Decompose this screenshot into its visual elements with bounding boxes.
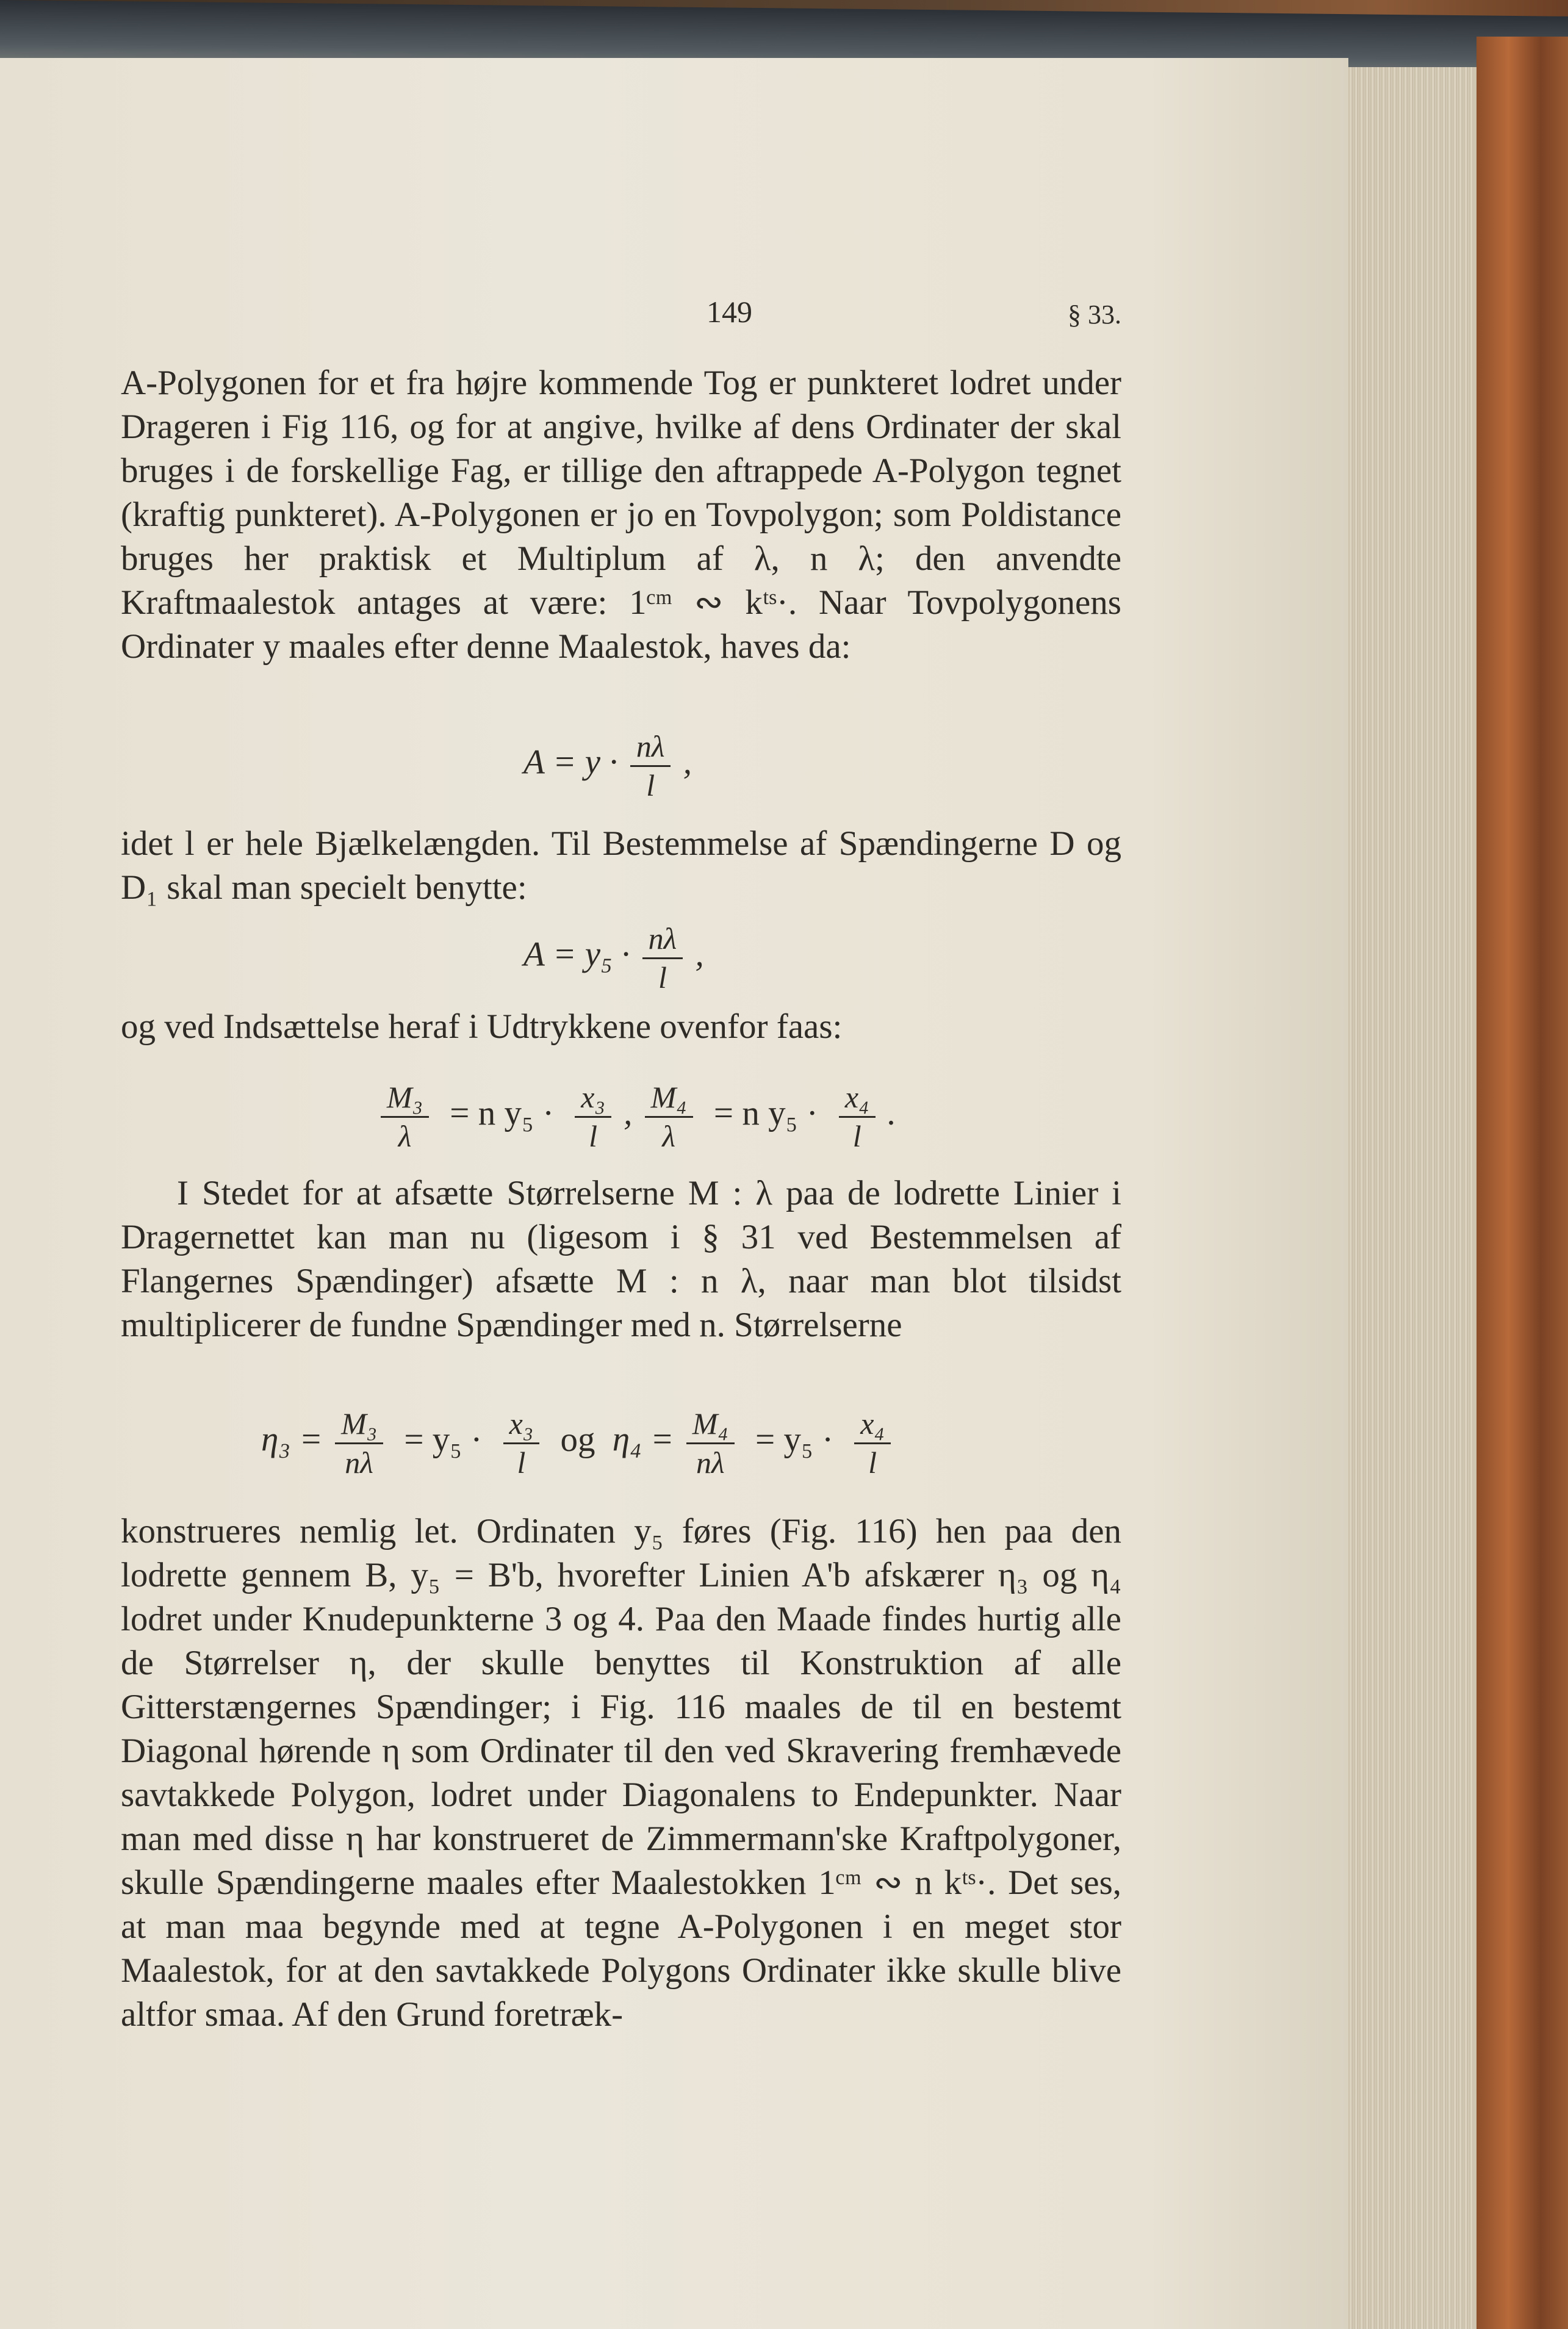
formula-4-operator: = y₅ · — [755, 1420, 834, 1459]
formula-2 — [523, 920, 704, 996]
page-edges — [1336, 67, 1476, 2329]
fraction-denominator: nλ — [696, 1445, 725, 1480]
formula-4 — [261, 1405, 894, 1481]
fraction-m4-nlambda — [686, 1405, 735, 1481]
formula-4-operator: = y₅ · — [404, 1420, 483, 1459]
fraction-x4-l — [854, 1405, 891, 1481]
fraction-x3-l — [575, 1078, 611, 1154]
fraction-numerator: nλ — [642, 920, 683, 959]
formula-1-fraction — [630, 727, 671, 804]
fraction-numerator: x₃ — [575, 1078, 611, 1118]
formula-3-tail: . — [887, 1093, 896, 1132]
fraction-m3-lambda — [381, 1078, 429, 1154]
fraction-numerator: x₃ — [503, 1405, 540, 1444]
fraction-denominator: l — [646, 768, 655, 802]
fraction-numerator: M₃ — [381, 1078, 429, 1118]
formula-2-lhs: A = y₅ · — [523, 935, 630, 974]
fraction-denominator: l — [517, 1445, 526, 1480]
fraction-denominator: l — [868, 1445, 877, 1480]
fraction-x4-l — [839, 1078, 876, 1154]
fraction-numerator: x₄ — [854, 1405, 891, 1444]
formula-3-operator: = n y₅ · — [450, 1093, 555, 1132]
section-marker: § 33. — [1068, 300, 1121, 329]
formula-1-tail: , — [683, 743, 692, 782]
formula-1-lhs: A = y · — [523, 743, 618, 782]
formula-4-eta3: η₃ = — [261, 1420, 323, 1459]
formula-1 — [523, 727, 692, 804]
paragraph-1: A-Polygonen for et fra højre kommende Tog er punkteret lodret under Drageren i Fig 116, og for at angive, hvilke af dens Ordinater der skal bruges i de forskellige Fag, er tillige den aftrappede A-Polygon tegnet (kraftig punkteret). A-Polygonen er jo en Tovpolygon; som Poldistance bruges her praktisk et Multiplum af λ, n λ; den anvendte Kraftmaalestok antages at være: 1ᶜᵐ ∾ kᵗˢ·. Naar Tovpolygonens Ordinater y maales efter denne Maalestok, haves da: — [121, 364, 1121, 666]
formula-2-fraction — [642, 920, 683, 996]
paragraph-5: konstrueres nemlig let. Ordinaten y₅ føres (Fig. 116) hen paa den lodrette gennem B, y₅ = B'b, hvorefter Linien A'b afskærer η₃ og η₄ lodret under Knudepunkterne 3 og 4. Paa den Maade findes hurtig alle de Størrelser η, der skulle benyttes til Konstruktion af alle Gitterstængernes Spændinger; i Fig. 116 maales de til en bestemt Diagonal hørende η som Ordinater til den ved Skravering fremhævede savtakkede Polygon, lodret under Diagonalens to Endepunkter. Naar man med disse η har konstrueret de Zimmermann'ske Kraftpolygoner, skulle Spændingerne maales efter Maalestokken 1ᶜᵐ ∾ n kᵗˢ·. Det ses, at man maa begynde med at tegne A-Polygonen i en meget stor Maalestok, for at den savtakkede Polygons Ordinater ikke skulle blive altfor smaa. Af den Grund foretræk- — [121, 1512, 1121, 2034]
fraction-numerator: x₄ — [839, 1078, 876, 1118]
fraction-denominator: l — [852, 1119, 861, 1153]
formula-3-separator: , — [624, 1093, 633, 1132]
formula-3-operator: = n y₅ · — [713, 1093, 818, 1132]
paragraph-2: idet l er hele Bjælkelængden. Til Bestemmelse af Spændingerne D og D₁ skal man specielt benytte: — [121, 824, 1121, 907]
fraction-denominator: l — [658, 960, 667, 995]
fraction-x3-l — [503, 1405, 540, 1481]
marbled-board — [1476, 37, 1568, 2329]
fraction-denominator: l — [589, 1119, 598, 1153]
paragraph-3: og ved Indsættelse heraf i Udtrykkene ovenfor faas: — [121, 1007, 843, 1046]
fraction-numerator: M₃ — [335, 1405, 383, 1444]
fraction-m3-nlambda — [335, 1405, 383, 1481]
fraction-numerator: M₄ — [645, 1078, 693, 1118]
fraction-numerator: M₄ — [686, 1405, 735, 1444]
fraction-denominator: λ — [662, 1119, 675, 1153]
formula-3 — [377, 1078, 896, 1154]
fraction-denominator: nλ — [345, 1445, 373, 1480]
fraction-denominator: λ — [398, 1119, 412, 1153]
page-header — [121, 294, 1121, 337]
formula-4-eta4: η₄ = — [612, 1420, 674, 1459]
fraction-numerator: nλ — [630, 727, 671, 767]
page-number: 149 — [707, 295, 752, 329]
formula-2-tail: , — [695, 935, 704, 974]
formula-4-og: og — [560, 1420, 595, 1459]
paragraph-4: I Stedet for at afsætte Størrelserne M : λ paa de lodrette Linier i Dragernettet kan man nu (ligesom i § 31 ved Bestemmelsen af Flangernes Spændinger) afsætte M : n λ, naar man blot tilsidst multiplicerer de fundne Spændinger med n. Størrelserne — [121, 1174, 1121, 1344]
fraction-m4-lambda — [645, 1078, 693, 1154]
